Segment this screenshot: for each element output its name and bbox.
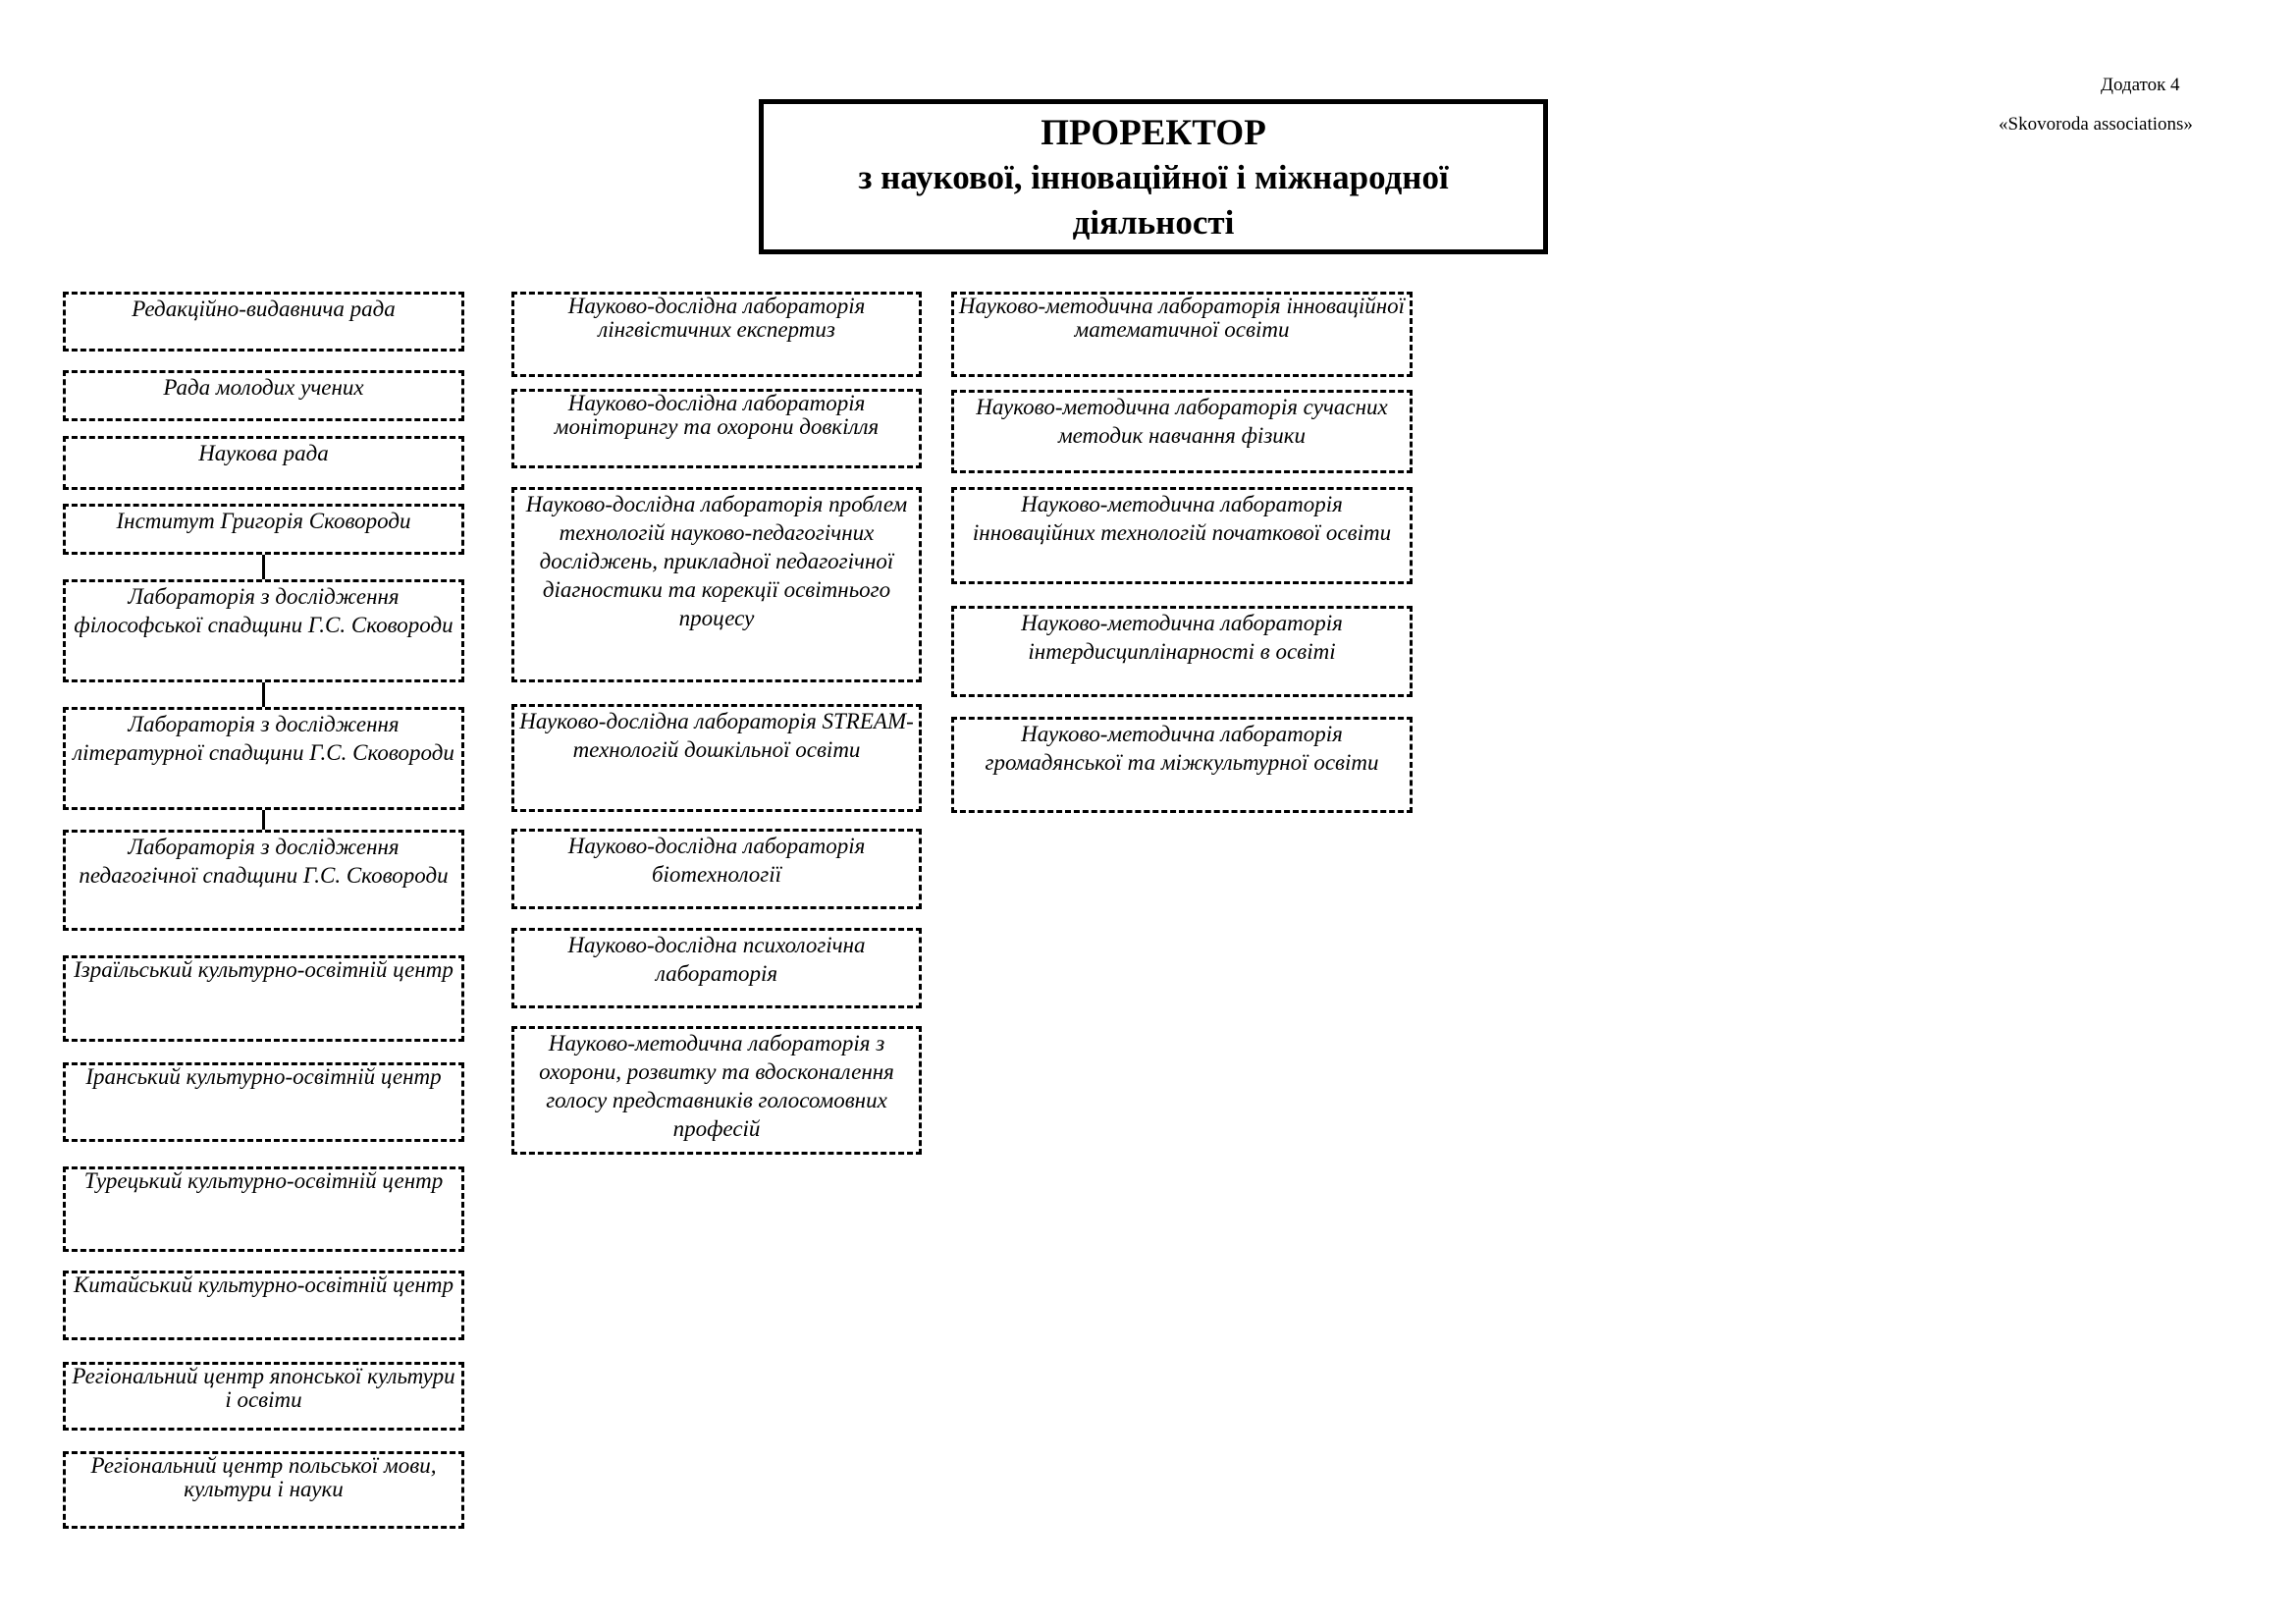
unit-israeli-center: Ізраїльський культурно-освітній центр — [63, 955, 464, 1042]
unit-young-scientists-council: Рада молодих учених — [63, 370, 464, 421]
unit-lab-biotechnology: Науково-дослідна лабораторія біотехнології — [511, 829, 922, 909]
annex-title: Додаток 4 — [2101, 75, 2180, 95]
unit-lab-physics-methods: Науково-методична лабораторія сучасних методик навчання фізики — [951, 390, 1413, 473]
unit-lab-research-technologies: Науково-дослідна лабораторія проблем технологій науково-педагогічних досліджень, прикладної педагогічної діагностики та корекції освітнього процесу — [511, 487, 922, 682]
unit-scientific-council: Наукова рада — [63, 436, 464, 490]
unit-lab-math-education: Науково-методична лабораторія інноваційної математичної освіти — [951, 292, 1413, 377]
unit-lab-environment-monitoring: Науково-дослідна лабораторія моніторингу та охорони довкілля — [511, 389, 922, 468]
unit-lab-voice-professions: Науково-методична лабораторія з охорони, розвитку та вдосконалення голосу представників голосомовних професій — [511, 1026, 922, 1155]
annex-subtitle: «Skovoroda associations» — [1999, 114, 2193, 135]
unit-lab-pedagogical-heritage: Лабораторія з дослідження педагогічної спадщини Г.С. Сковороди — [63, 830, 464, 931]
unit-editorial-council: Редакційно-видавнича рада — [63, 292, 464, 352]
unit-lab-literary-heritage: Лабораторія з дослідження літературної спадщини Г.С. Сковороди — [63, 707, 464, 810]
unit-lab-stream-preschool: Науково-дослідна лабораторія STREAM-технологій дошкільної освіти — [511, 704, 922, 812]
connector-line — [262, 682, 265, 707]
unit-turkish-center: Турецький культурно-освітній центр — [63, 1166, 464, 1252]
unit-polish-center: Регіональний центр польської мови, культури і науки — [63, 1451, 464, 1529]
unit-skovoroda-institute: Інститут Григорія Сковороди — [63, 504, 464, 555]
unit-lab-linguistic-expertise: Науково-дослідна лабораторія лінгвістичних експертиз — [511, 292, 922, 377]
unit-lab-civic-intercultural: Науково-методична лабораторія громадянської та міжкультурної освіти — [951, 717, 1413, 813]
vice-rector-title: ПРОРЕКТОР — [1041, 113, 1266, 153]
vice-rector-box — [759, 99, 1548, 254]
unit-iranian-center: Іранський культурно-освітній центр — [63, 1062, 464, 1142]
unit-lab-interdisciplinarity: Науково-методична лабораторія інтердисциплінарності в освіті — [951, 606, 1413, 697]
unit-lab-psychology: Науково-дослідна психологічна лабораторія — [511, 928, 922, 1008]
unit-chinese-center: Китайський культурно-освітній центр — [63, 1271, 464, 1340]
vice-rector-subtitle: з наукової, інноваційної і міжнародної діяльності — [858, 158, 1449, 242]
unit-japanese-center: Регіональний центр японської культури і освіти — [63, 1362, 464, 1431]
connector-line — [262, 555, 265, 579]
unit-lab-philosophical-heritage: Лабораторія з дослідження філософської спадщини Г.С. Сковороди — [63, 579, 464, 682]
unit-lab-primary-education: Науково-методична лабораторія інноваційних технологій початкової освіти — [951, 487, 1413, 584]
